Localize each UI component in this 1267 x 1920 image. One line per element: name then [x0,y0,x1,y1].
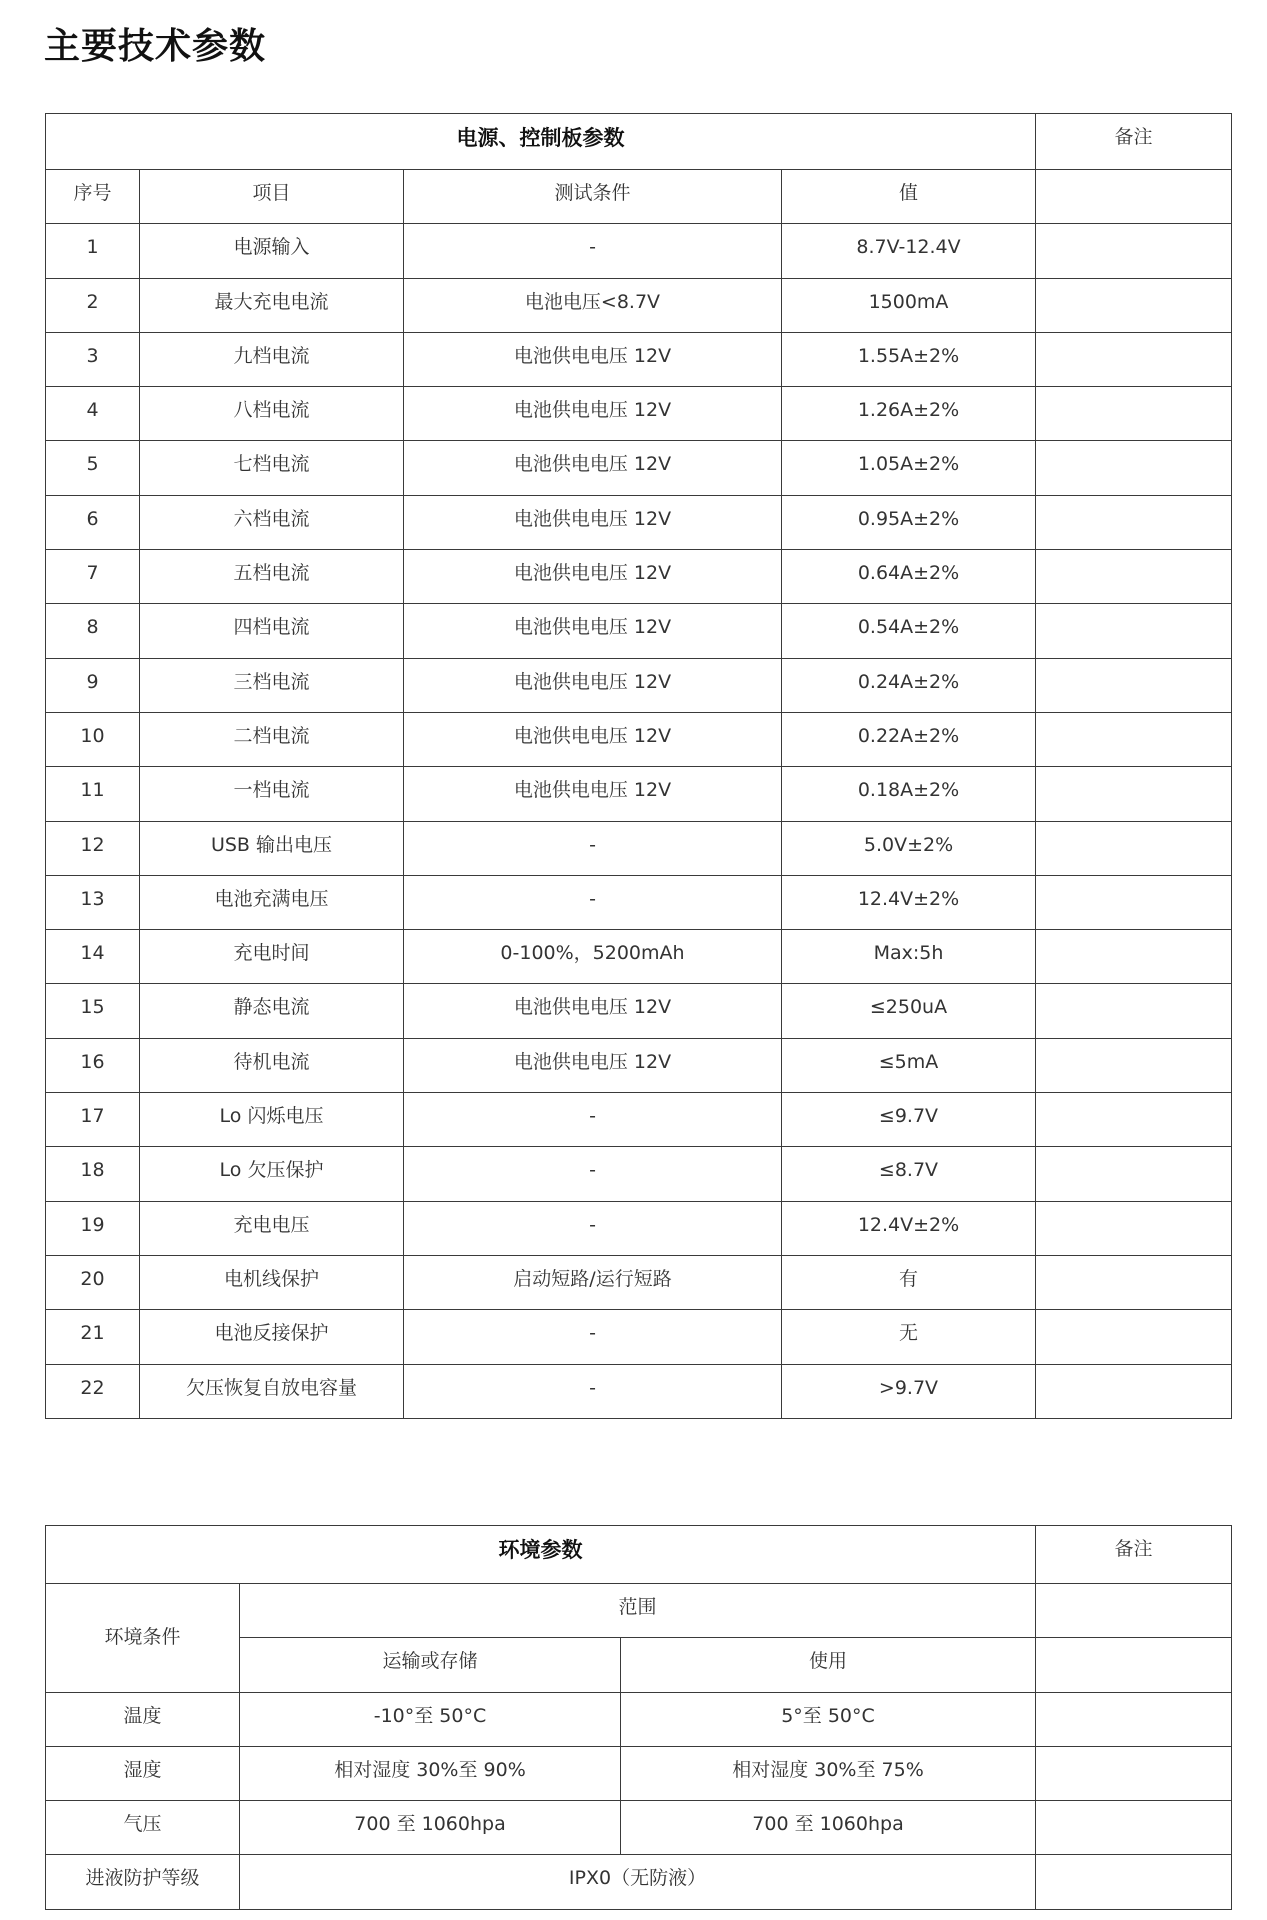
row-item: 待机电流 [140,1038,404,1092]
table-row [46,1692,1232,1746]
remark-cell [1036,1038,1232,1092]
row-value: Max:5h [782,930,1036,984]
row-index: 19 [46,1201,140,1255]
env-condition-label: 环境条件 [46,1584,240,1693]
row-item: 二档电流 [140,712,404,766]
remark-cell [1036,1638,1232,1692]
power-control-params-table [45,113,1232,1419]
remark-cell [1036,984,1232,1038]
remark-cell [1036,332,1232,386]
remark-cell [1036,604,1232,658]
row-item: 一档电流 [140,767,404,821]
row-item: Lo 闪烁电压 [140,1093,404,1147]
remark-cell [1036,1364,1232,1418]
remark-cell [1036,170,1232,224]
table-row [46,1310,1232,1364]
environment-params-table [45,1525,1232,1910]
row-index: 9 [46,658,140,712]
row-item: 七档电流 [140,441,404,495]
row-value: >9.7V [782,1364,1036,1418]
row-item: 电源输入 [140,224,404,278]
row-condition: 电池供电电压 12V [404,604,782,658]
row-item: 电机线保护 [140,1255,404,1309]
row-index: 3 [46,332,140,386]
remark-header: 备注 [1036,114,1232,170]
row-value: 8.7V-12.4V [782,224,1036,278]
table-row [46,1855,1232,1909]
row-condition: 电池供电电压 12V [404,441,782,495]
row-condition: 电池供电电压 12V [404,984,782,1038]
table-row [46,332,1232,386]
row-item: 欠压恢复自放电容量 [140,1364,404,1418]
remark-cell [1036,1310,1232,1364]
env-row-label: 气压 [46,1801,240,1855]
power-table-header: 电源、控制板参数 [46,114,1036,170]
remark-header: 备注 [1036,1526,1232,1584]
row-index: 7 [46,550,140,604]
row-condition: 电池供电电压 12V [404,387,782,441]
remark-cell [1036,441,1232,495]
remark-cell [1036,1746,1232,1800]
remark-cell [1036,278,1232,332]
row-value: 0.64A±2% [782,550,1036,604]
row-item: 充电时间 [140,930,404,984]
row-value: 0.54A±2% [782,604,1036,658]
table-row [46,658,1232,712]
remark-cell [1036,1855,1232,1909]
remark-cell [1036,875,1232,929]
row-condition: 电池供电电压 12V [404,658,782,712]
remark-cell [1036,767,1232,821]
row-item: 六档电流 [140,495,404,549]
remark-cell [1036,387,1232,441]
row-index: 10 [46,712,140,766]
row-condition: 电池供电电压 12V [404,495,782,549]
column-header-condition: 测试条件 [404,170,782,224]
env-row-label: 湿度 [46,1746,240,1800]
table-row [46,930,1232,984]
env-row-use: 相对湿度 30%至 75% [621,1746,1036,1800]
table-row [46,550,1232,604]
table-row [46,278,1232,332]
row-index: 15 [46,984,140,1038]
row-item: 电池充满电压 [140,875,404,929]
env-range-label: 范围 [240,1584,1036,1638]
table-row [46,984,1232,1038]
row-item: 四档电流 [140,604,404,658]
remark-cell [1036,224,1232,278]
row-condition: - [404,1310,782,1364]
remark-cell [1036,658,1232,712]
row-item: 八档电流 [140,387,404,441]
row-index: 20 [46,1255,140,1309]
row-value: 0.22A±2% [782,712,1036,766]
column-header-value: 值 [782,170,1036,224]
remark-cell [1036,712,1232,766]
row-condition: - [404,1201,782,1255]
row-value: 有 [782,1255,1036,1309]
env-ingress-value: IPX0（无防液） [240,1855,1036,1909]
table-row [46,441,1232,495]
remark-cell [1036,930,1232,984]
row-index: 21 [46,1310,140,1364]
table-row [46,1255,1232,1309]
table-row [46,387,1232,441]
row-item: 九档电流 [140,332,404,386]
row-item: 电池反接保护 [140,1310,404,1364]
row-item: Lo 欠压保护 [140,1147,404,1201]
row-index: 2 [46,278,140,332]
row-condition: - [404,821,782,875]
row-index: 22 [46,1364,140,1418]
table-row [46,1801,1232,1855]
table-row [46,495,1232,549]
row-index: 1 [46,224,140,278]
env-subcol-storage: 运输或存储 [240,1638,621,1692]
remark-cell [1036,1255,1232,1309]
row-condition: - [404,224,782,278]
remark-cell [1036,1692,1232,1746]
row-condition: 电池供电电压 12V [404,550,782,604]
row-item: 静态电流 [140,984,404,1038]
row-index: 11 [46,767,140,821]
row-condition: - [404,1147,782,1201]
env-table-header: 环境参数 [46,1526,1036,1584]
table-row [46,224,1232,278]
remark-cell [1036,495,1232,549]
row-value: 12.4V±2% [782,1201,1036,1255]
row-value: 12.4V±2% [782,875,1036,929]
row-item: USB 输出电压 [140,821,404,875]
row-value: 1.55A±2% [782,332,1036,386]
table-row [46,1038,1232,1092]
page-title: 主要技术参数 [44,26,267,67]
row-value: ≤250uA [782,984,1036,1038]
table-row [46,604,1232,658]
row-item: 充电电压 [140,1201,404,1255]
env-row-label: 温度 [46,1692,240,1746]
row-index: 13 [46,875,140,929]
table-row [46,1201,1232,1255]
remark-cell [1036,1584,1232,1638]
remark-cell [1036,550,1232,604]
column-header-item: 项目 [140,170,404,224]
row-condition: 电池供电电压 12V [404,332,782,386]
row-index: 5 [46,441,140,495]
table-row [46,1093,1232,1147]
row-index: 6 [46,495,140,549]
row-item: 最大充电电流 [140,278,404,332]
row-index: 17 [46,1093,140,1147]
table-row [46,767,1232,821]
row-index: 4 [46,387,140,441]
table-row [46,712,1232,766]
column-header-index: 序号 [46,170,140,224]
row-item: 三档电流 [140,658,404,712]
table-row [46,1364,1232,1418]
row-value: 1.26A±2% [782,387,1036,441]
table-row [46,1746,1232,1800]
remark-cell [1036,1147,1232,1201]
row-value: 1500mA [782,278,1036,332]
row-index: 16 [46,1038,140,1092]
row-condition: - [404,1093,782,1147]
row-index: 18 [46,1147,140,1201]
env-subcol-use: 使用 [621,1638,1036,1692]
row-value: ≤5mA [782,1038,1036,1092]
table-row [46,1147,1232,1201]
row-condition: - [404,1364,782,1418]
env-ingress-label: 进液防护等级 [46,1855,240,1909]
remark-cell [1036,1093,1232,1147]
row-value: ≤9.7V [782,1093,1036,1147]
row-value: 5.0V±2% [782,821,1036,875]
row-item: 五档电流 [140,550,404,604]
row-value: 0.24A±2% [782,658,1036,712]
row-condition: - [404,875,782,929]
row-value: 1.05A±2% [782,441,1036,495]
row-value: ≤8.7V [782,1147,1036,1201]
remark-cell [1036,821,1232,875]
env-row-storage: -10°至 50°C [240,1692,621,1746]
remark-cell [1036,1201,1232,1255]
env-row-storage: 700 至 1060hpa [240,1801,621,1855]
table-row [46,821,1232,875]
row-condition: 电池供电电压 12V [404,767,782,821]
row-index: 12 [46,821,140,875]
row-index: 14 [46,930,140,984]
env-row-storage: 相对湿度 30%至 90% [240,1746,621,1800]
column-header-row [46,170,1232,224]
env-row-use: 700 至 1060hpa [621,1801,1036,1855]
row-index: 8 [46,604,140,658]
row-condition: 电池电压<8.7V [404,278,782,332]
table-row [46,875,1232,929]
env-row-use: 5°至 50°C [621,1692,1036,1746]
row-value: 0.18A±2% [782,767,1036,821]
row-condition: 电池供电电压 12V [404,1038,782,1092]
row-condition: 电池供电电压 12V [404,712,782,766]
row-value: 0.95A±2% [782,495,1036,549]
row-value: 无 [782,1310,1036,1364]
row-condition: 启动短路/运行短路 [404,1255,782,1309]
remark-cell [1036,1801,1232,1855]
row-condition: 0-100%，5200mAh [404,930,782,984]
